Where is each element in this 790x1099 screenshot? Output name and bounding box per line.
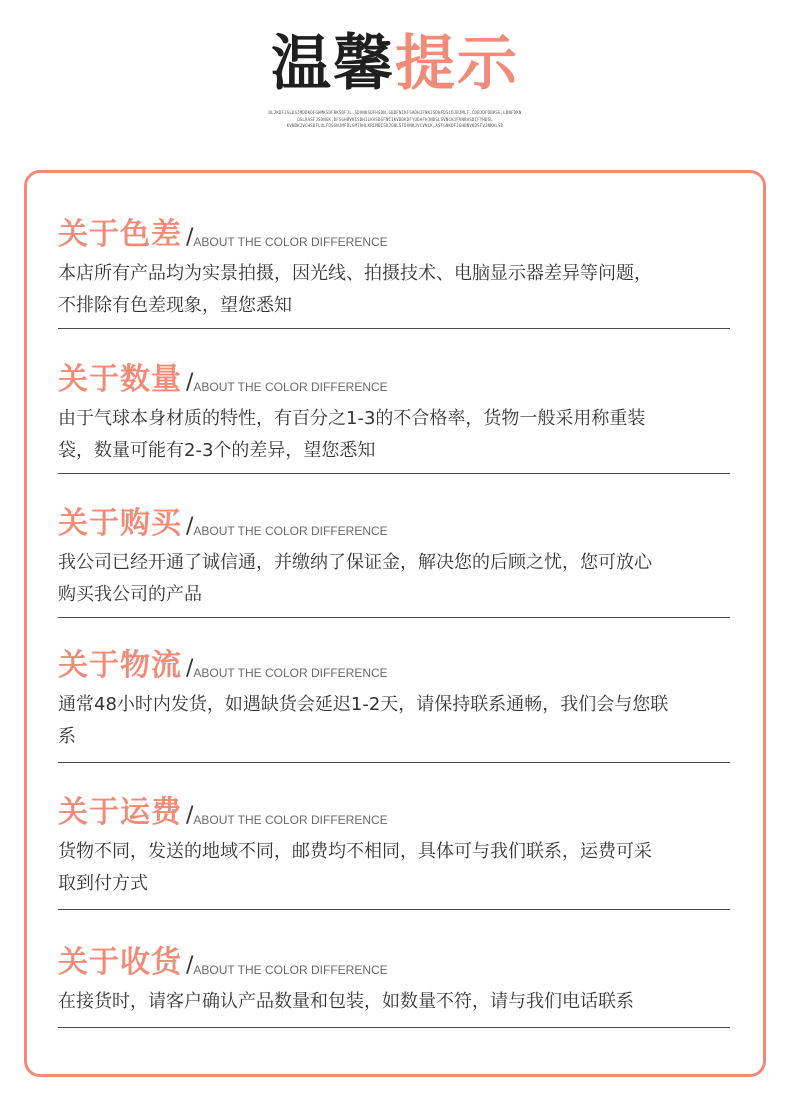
body-line: 通常48小时内发货，如遇缺货会延迟1-2天，请保持联系通畅，我们会与您联 xyxy=(58,694,669,715)
section-divider xyxy=(58,762,730,763)
section-subtitle: ABOUT THE COLOR DIFFERENCE xyxy=(193,813,388,827)
body-line: 货物不同，发送的地域不同，邮费均不相同，具体可与我们联系，运费可采 xyxy=(58,841,652,862)
page-title xyxy=(0,28,790,100)
heading-divider-slash: / xyxy=(186,514,194,539)
section-heading xyxy=(58,215,388,255)
section-subtitle: ABOUT THE COLOR DIFFERENCE xyxy=(193,963,388,977)
body-line: 本店所有产品均为实景拍摄，因光线、拍摄技术、电脑显示器差异等问题， xyxy=(58,263,652,284)
heading-divider-slash: / xyxy=(186,803,194,828)
section-subtitle: ABOUT THE COLOR DIFFERENCE xyxy=(193,380,388,394)
heading-divider-slash: / xyxy=(186,370,194,395)
section-divider xyxy=(58,617,730,618)
body-line: 在接货时，请客户确认产品数量和包装，如数量不符，请与我们电话联系 xyxy=(58,991,634,1012)
page-title-accent: 提示 xyxy=(395,29,519,99)
page-title-dark: 温馨 xyxy=(271,29,395,99)
section-heading xyxy=(58,646,388,686)
section-divider xyxy=(58,328,730,329)
fine-print-line: DLJKDFJSLDSJMDDKDFGHMKSDFBKSDFJL,SDVNKSDFHSDN,GBDFNIKFSADHJFNKJSDHFDSLDJBJMLF.CDBJDFDBPSE,LDNFDKN xyxy=(268,110,522,115)
section-body xyxy=(58,258,748,322)
body-line: 由于气球本身材质的特性，有百分之1-3的不合格率，货物一般采用称重装 xyxy=(58,408,646,429)
body-line: 不排除有色差现象，望您悉知 xyxy=(58,295,292,316)
section-body xyxy=(58,986,748,1018)
section-title: 关于运费 xyxy=(58,795,182,830)
section-divider xyxy=(58,909,730,910)
body-line: 购买我公司的产品 xyxy=(58,584,202,605)
section-heading xyxy=(58,943,388,983)
fine-print-line: KVNDKJVCHSDFLULFDSGNJMFDLGMTRHLKRLMDISDJGNLSFDVNKJVCVNLK,ASFGNKDFJGHBNVKDSFVJNKALSD xyxy=(286,123,504,128)
heading-divider-slash: / xyxy=(186,656,194,681)
section-title: 关于购买 xyxy=(58,506,182,541)
section-heading xyxy=(58,504,388,544)
section-heading xyxy=(58,793,388,833)
fine-print-line: OSLKASFJSDNGK,DFSGHBVKISDHJLKASDGFNCIKVBDKDFYUDAFHJNDSLSVNCKJFVNBASDIFYHDSL xyxy=(297,117,493,122)
section-subtitle: ABOUT THE COLOR DIFFERENCE xyxy=(193,235,388,249)
section-body xyxy=(58,547,748,611)
section-title: 关于收货 xyxy=(58,945,182,980)
section-title: 关于数量 xyxy=(58,362,182,397)
section-title: 关于色差 xyxy=(58,217,182,252)
body-line: 袋，数量可能有2-3个的差异，望您悉知 xyxy=(58,440,376,461)
section-heading xyxy=(58,360,388,400)
section-body xyxy=(58,403,748,467)
body-line: 我公司已经开通了诚信通，并缴纳了保证金，解决您的后顾之忧，您可放心 xyxy=(58,552,652,573)
section-body xyxy=(58,836,748,900)
heading-divider-slash: / xyxy=(186,225,194,250)
heading-divider-slash: / xyxy=(186,953,194,978)
body-line: 取到付方式 xyxy=(58,873,148,894)
body-line: 系 xyxy=(58,726,76,747)
section-body xyxy=(58,689,748,753)
section-title: 关于物流 xyxy=(58,648,182,683)
section-subtitle: ABOUT THE COLOR DIFFERENCE xyxy=(193,524,388,538)
header xyxy=(0,0,790,160)
section-divider xyxy=(58,1027,730,1028)
section-divider xyxy=(58,473,730,474)
section-subtitle: ABOUT THE COLOR DIFFERENCE xyxy=(193,666,388,680)
